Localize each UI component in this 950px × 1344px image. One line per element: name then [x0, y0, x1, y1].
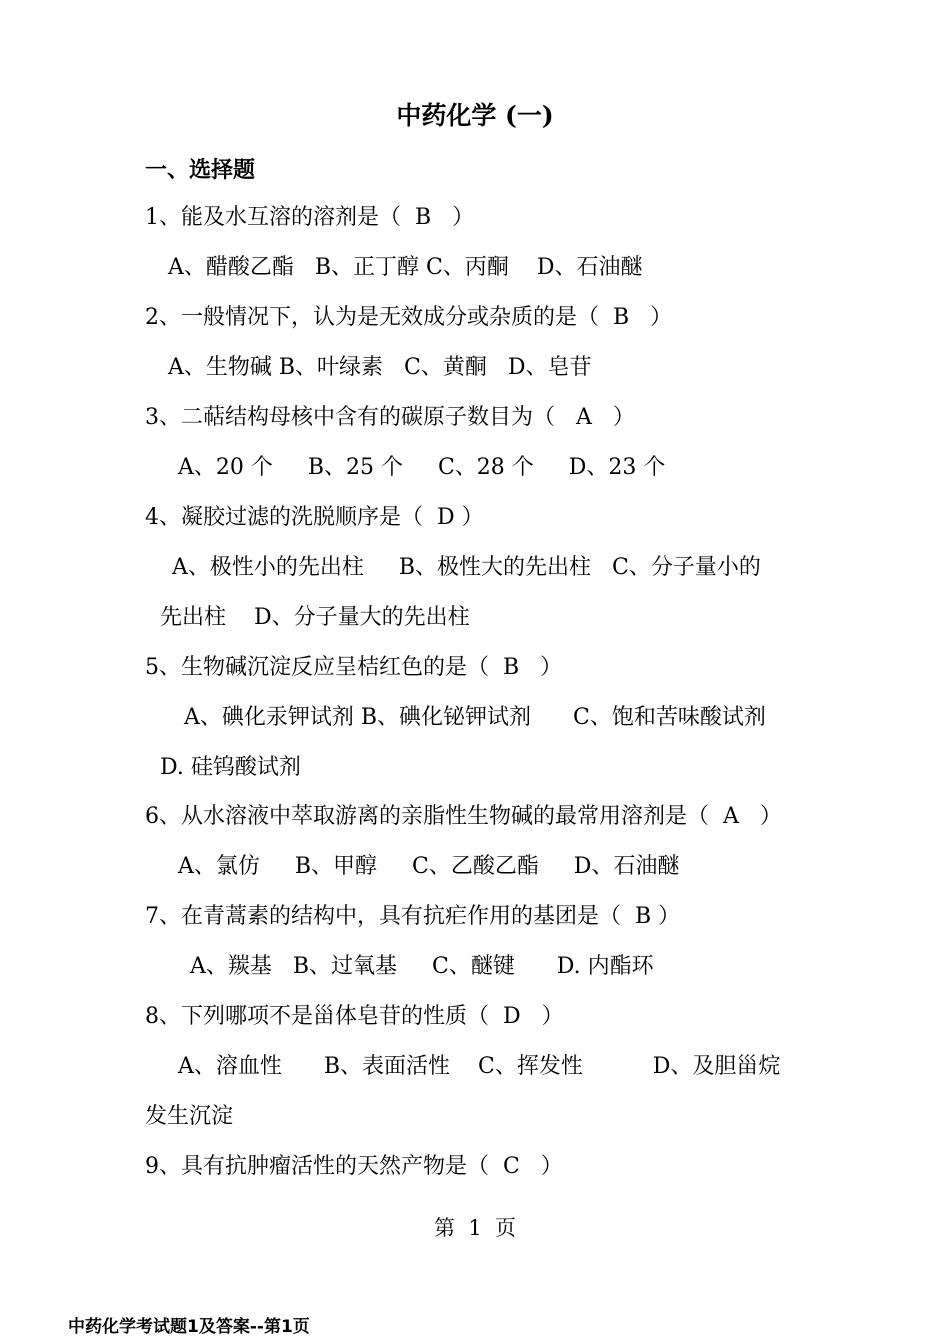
question-8: 8、下列哪项不是甾体皂苷的性质（ D ） [145, 1004, 564, 1029]
question-2: 2、一般情况下，认为是无效成分或杂质的是（ B ） [145, 305, 673, 330]
question-8-options: A、溶血性 B、表面活性 C、挥发性 D、及胆甾烷 [178, 1054, 781, 1079]
question-7: 7、在青蒿素的结构中，具有抗疟作用的基团是（ B ） [145, 904, 681, 929]
question-5: 5、生物碱沉淀反应呈桔红色的是（ B ） [145, 655, 563, 680]
question-4-options-continued: 先出柱 D、分子量大的先出柱 [160, 605, 470, 630]
document-title: 中药化学 (一) [396, 101, 554, 130]
question-5-options: A、碘化汞钾试剂 B、碘化铋钾试剂 C、饱和苦味酸试剂 [184, 705, 766, 730]
question-6-options: A、氯仿 B、甲醇 C、乙酸乙酯 D、石油醚 [178, 854, 680, 879]
page-number: 第 1 页 [433, 1216, 517, 1240]
question-3: 3、二萜结构母核中含有的碳原子数目为（ A ） [145, 405, 635, 430]
question-1-options: A、醋酸乙酯 B、正丁醇 C、丙酮 D、石油醚 [168, 255, 643, 280]
question-6: 6、从水溶液中萃取游离的亲脂性生物碱的最常用溶剂是（ A ） [145, 804, 782, 829]
question-4-options: A、极性小的先出柱 B、极性大的先出柱 C、分子量小的 [172, 555, 761, 580]
question-4: 4、凝胶过滤的洗脱顺序是（ D ） [145, 505, 484, 530]
question-2-options: A、生物碱 B、叶绿素 C、黄酮 D、皂苷 [168, 355, 592, 380]
question-1: 1、能及水互溶的溶剂是（ B ） [145, 205, 475, 230]
footer-note: 中药化学考试题1及答案--第1页 [68, 1317, 310, 1337]
question-3-options: A、20 个 B、25 个 C、28 个 D、23 个 [178, 455, 666, 480]
question-8-options-continued: 发生沉淀 [145, 1104, 234, 1129]
question-5-options-continued: D. 硅钨酸试剂 [160, 755, 301, 780]
section-heading: 一、选择题 [145, 157, 256, 183]
question-9: 9、具有抗肿瘤活性的天然产物是（ C ） [145, 1154, 563, 1179]
question-7-options: A、羰基 B、过氧基 C、醚键 D. 内酯环 [190, 954, 654, 979]
